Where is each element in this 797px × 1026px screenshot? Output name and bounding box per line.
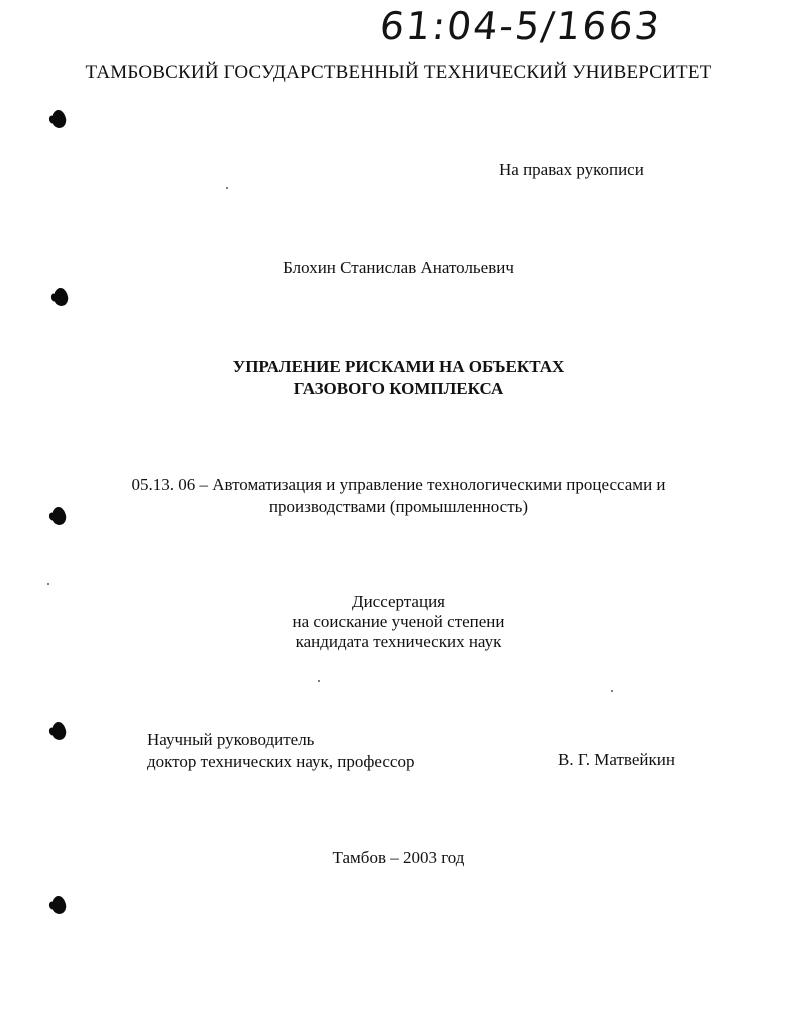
title-line-2: ГАЗОВОГО КОМПЛЕКСА xyxy=(293,379,504,398)
dissertation-type xyxy=(0,592,797,652)
city-year: Тамбов – 2003 год xyxy=(332,848,465,867)
scan-speck xyxy=(226,187,228,189)
specialty-line-2: производствами (промышленность) xyxy=(268,497,529,516)
supervisor-role: Научный руководитель xyxy=(147,730,315,749)
supervisor-degree: доктор технических наук, профессор xyxy=(147,752,415,771)
dissertation-line-1: Диссертация xyxy=(351,592,445,611)
supervisor-block xyxy=(147,729,414,773)
specialty-line-1: 05.13. 06 – Автоматизация и управление технологическими процессами и xyxy=(131,475,666,494)
specialty-code xyxy=(0,474,797,518)
punch-hole-mark xyxy=(52,287,69,308)
dissertation-line-3: кандидата технических наук xyxy=(295,632,502,651)
scan-speck xyxy=(318,680,320,682)
dissertation-line-2: на соискание ученой степени xyxy=(292,612,505,631)
handwritten-archive-code: 61:04-5/1663 xyxy=(377,4,664,48)
university-name: ТАМБОВСКИЙ ГОСУДАРСТВЕННЫЙ ТЕХНИЧЕСКИЙ УНИВЕРСИТЕТ xyxy=(85,62,712,83)
scan-speck xyxy=(47,583,49,585)
punch-hole-mark xyxy=(50,895,67,916)
supervisor-name: В. Г. Матвейкин xyxy=(558,750,675,769)
punch-hole-mark xyxy=(50,109,67,130)
author-name: Блохин Станислав Анатольевич xyxy=(283,258,514,277)
dissertation-title xyxy=(0,356,797,400)
scan-speck xyxy=(611,690,613,692)
manuscript-note: На правах рукописи xyxy=(499,160,644,179)
punch-hole-mark xyxy=(50,721,67,742)
title-line-1: УПРАЛЕНИЕ РИСКАМИ НА ОБЪЕКТАХ xyxy=(232,357,565,376)
